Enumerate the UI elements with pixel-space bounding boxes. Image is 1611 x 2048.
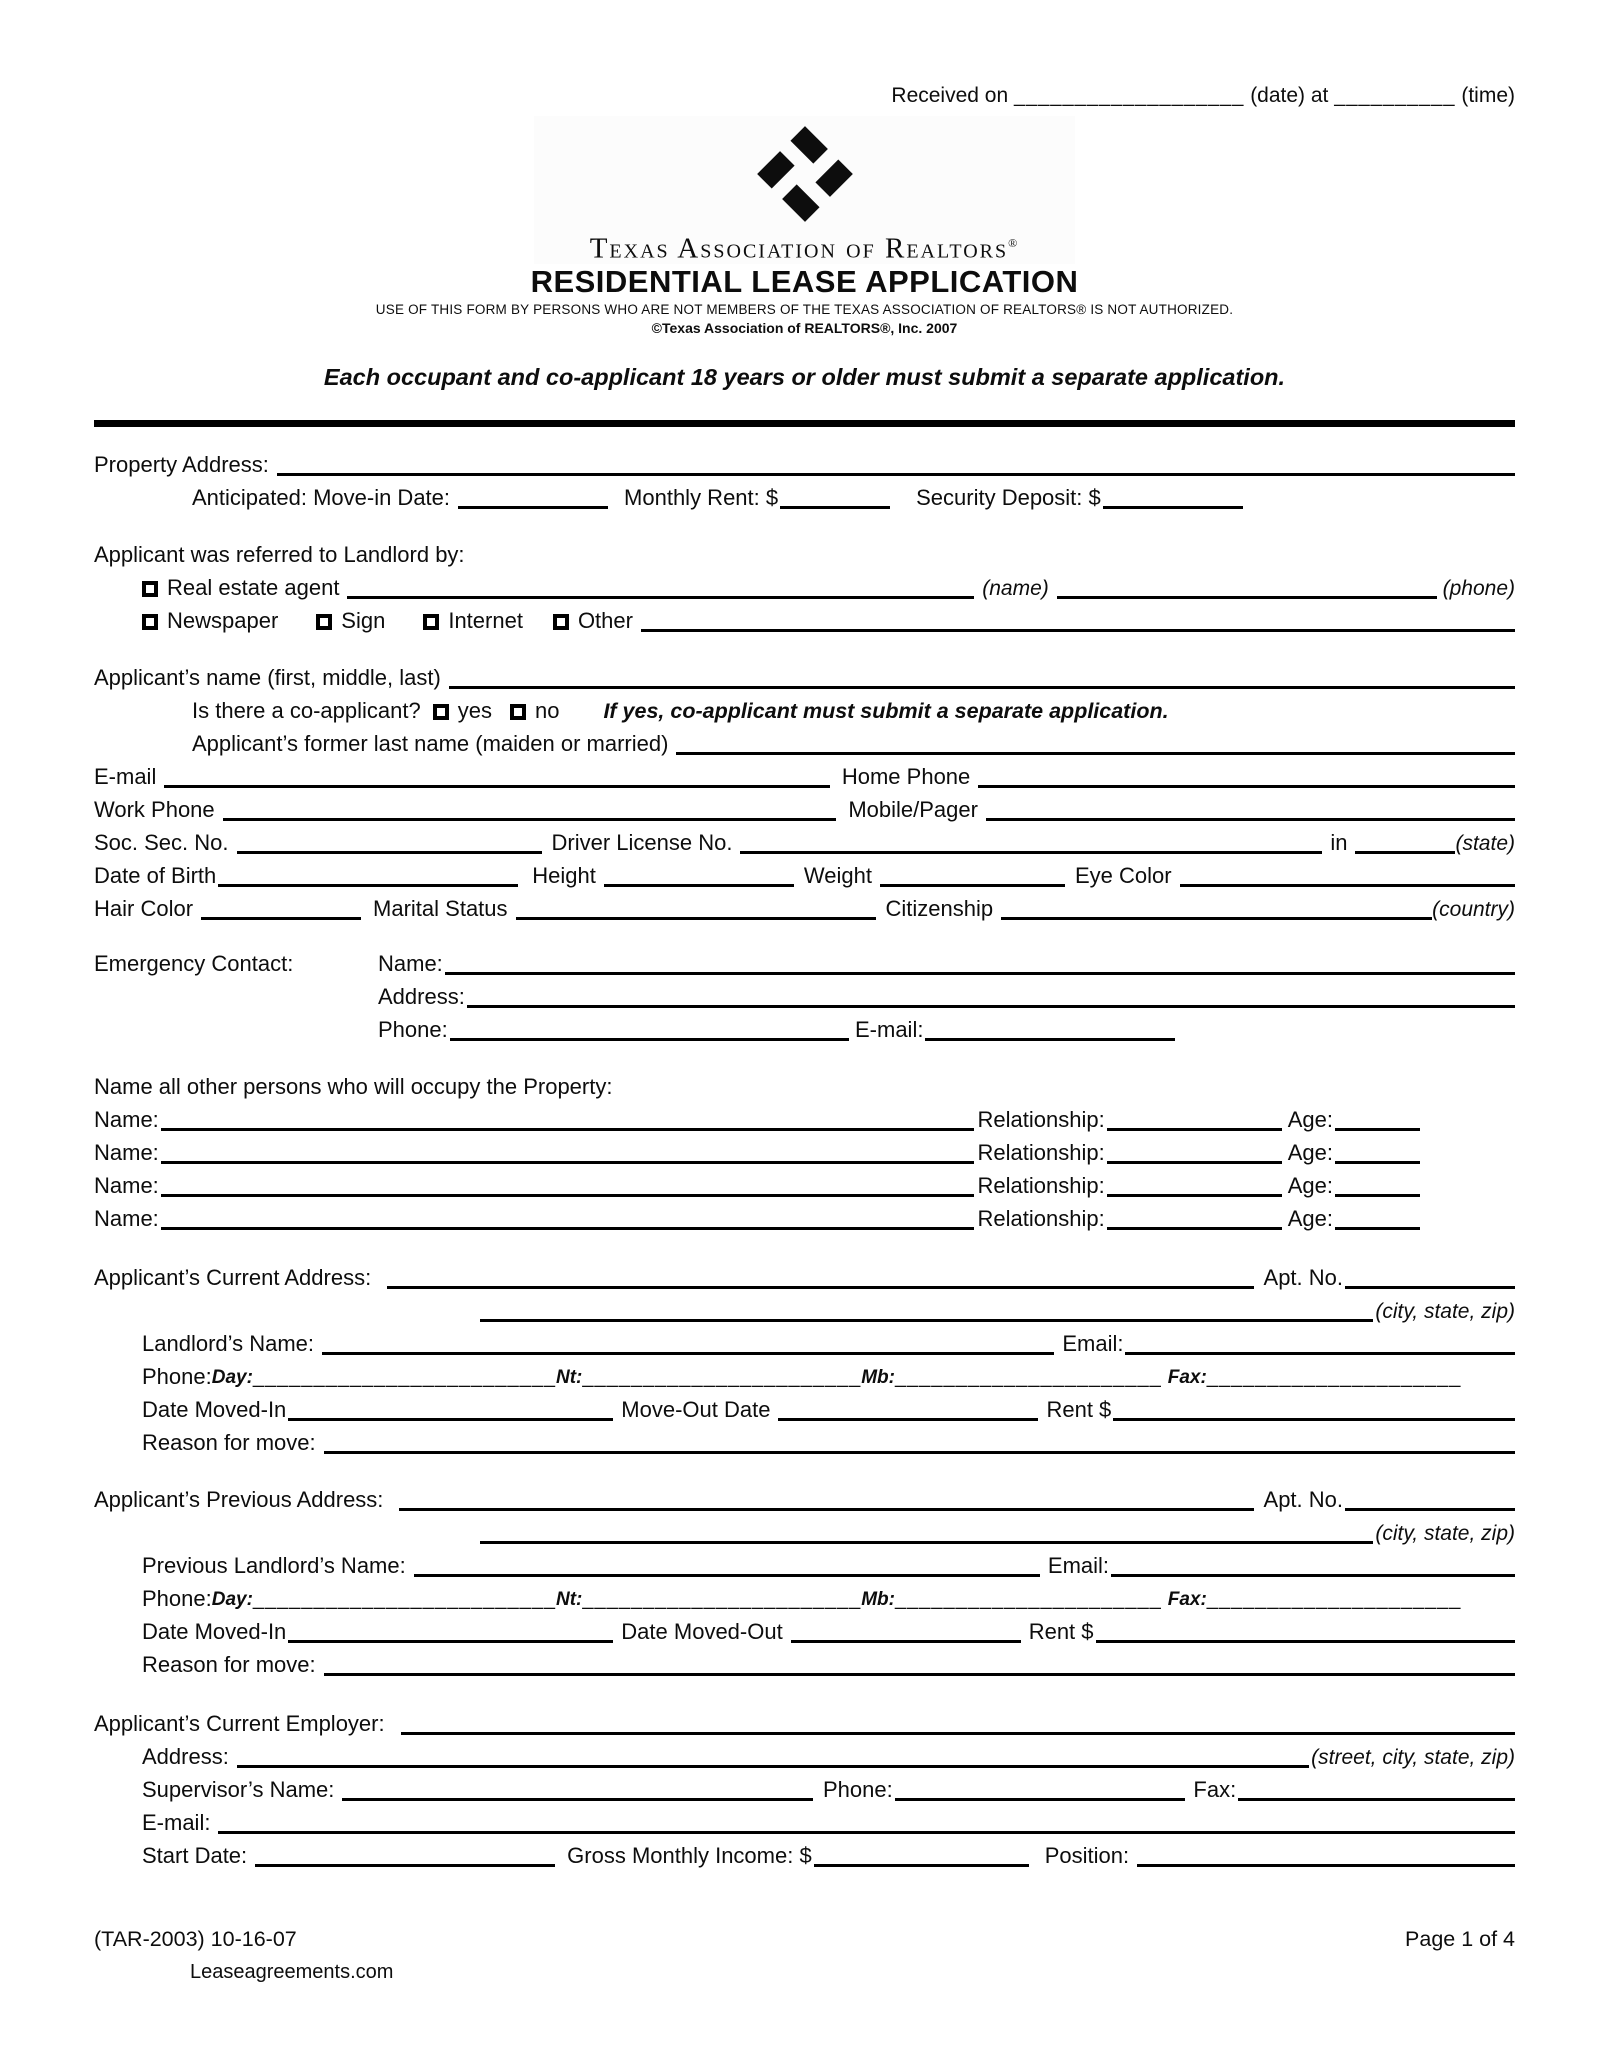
emergency-address-label: Address:: [378, 984, 465, 1009]
checkbox-other[interactable]: [553, 614, 569, 630]
eye-color-label: Eye Color: [1074, 863, 1172, 888]
previous-rent-field[interactable]: [1096, 1632, 1515, 1643]
country-hint: (country): [1432, 898, 1515, 921]
previous-email-label: Email:: [1047, 1553, 1110, 1578]
ssn-license-row: [94, 825, 1515, 858]
previous-nt-label: Nt:: [556, 1589, 583, 1610]
weight-field[interactable]: [880, 876, 1065, 887]
current-landlord-field[interactable]: [322, 1344, 1054, 1355]
brand-text: Texas Association of Realtors: [589, 232, 1009, 265]
tar-diamond-logo-icon: [753, 122, 857, 226]
hair-color-field[interactable]: [201, 909, 361, 920]
referral-agent-row: [94, 570, 1515, 603]
other-field[interactable]: [641, 621, 1515, 632]
page-number: Page 1 of 4: [1405, 1927, 1515, 1951]
occupant-row: [94, 1102, 1420, 1135]
previous-mb-label: Mb:: [861, 1589, 895, 1610]
current-landlord-row: [94, 1326, 1515, 1359]
name-hint: (name): [982, 577, 1049, 600]
dob-field[interactable]: [218, 876, 518, 887]
current-moved-in-label: Date Moved-In: [142, 1397, 287, 1422]
occupant-relationship-field[interactable]: [1107, 1120, 1282, 1131]
previous-phone-row: [94, 1581, 1515, 1614]
security-deposit-label: Security Deposit: $: [916, 485, 1101, 510]
home-phone-label: Home Phone: [841, 764, 971, 789]
current-mb-label: Mb:: [861, 1367, 895, 1388]
marital-status-field[interactable]: [516, 909, 876, 920]
emergency-address-row: [94, 979, 1515, 1012]
employer-address-label: Address:: [142, 1744, 229, 1769]
current-csz-row: [94, 1293, 1515, 1326]
driver-license-label: Driver License No.: [551, 830, 733, 855]
state-hint: (state): [1455, 832, 1515, 855]
co-applicant-question: Is there a co-applicant?: [192, 698, 421, 723]
citizenship-label: Citizenship: [885, 896, 994, 921]
received-date-label: (date) at: [1250, 84, 1329, 107]
current-fax-label: Fax:: [1167, 1367, 1207, 1388]
home-phone-field[interactable]: [978, 777, 1515, 788]
previous-reason-label: Reason for move:: [142, 1652, 316, 1677]
no-label: no: [534, 698, 560, 723]
security-deposit-field[interactable]: [1103, 498, 1243, 509]
height-field[interactable]: [604, 876, 794, 887]
employer-heading-row: [94, 1706, 1515, 1739]
current-dates-row: [94, 1392, 1515, 1425]
received-time-label: (time): [1461, 84, 1515, 107]
site-watermark: Leaseagreements.com: [190, 1961, 394, 1983]
dob-physical-row: [94, 858, 1515, 891]
emergency-phone-row: [94, 1012, 1175, 1045]
current-move-out-field[interactable]: [778, 1410, 1038, 1421]
checkbox-coapplicant-no[interactable]: [510, 704, 526, 720]
employer-email-field[interactable]: [218, 1823, 1515, 1834]
employer-heading: Applicant’s Current Employer:: [94, 1711, 385, 1736]
start-date-label: Start Date:: [142, 1843, 248, 1868]
previous-csz-row: [94, 1515, 1515, 1548]
employer-email-row: [94, 1805, 1515, 1838]
current-address-heading: Applicant’s Current Address:: [94, 1265, 372, 1290]
current-csz-hint: (city, state, zip): [1375, 1300, 1515, 1323]
employer-address-row: [94, 1739, 1515, 1772]
co-applicant-row: [94, 693, 1515, 726]
previous-moved-in-label: Date Moved-In: [142, 1619, 287, 1644]
occupant-age-field[interactable]: [1335, 1186, 1420, 1197]
applicant-name-label: Applicant’s name (first, middle, last): [94, 665, 441, 690]
employer-phone-label: Phone:: [822, 1777, 893, 1802]
move-in-date-field[interactable]: [458, 498, 608, 509]
current-day-label: Day:: [211, 1367, 253, 1388]
yes-label: yes: [457, 698, 492, 723]
work-mobile-row: [94, 792, 1515, 825]
marital-status-label: Marital Status: [373, 896, 508, 921]
former-name-field[interactable]: [676, 744, 1515, 755]
co-applicant-note: If yes, co-applicant must submit a separate application.: [603, 699, 1169, 723]
previous-night-phone-field[interactable]: _______________________: [582, 1588, 862, 1610]
spacer: [94, 636, 1515, 660]
spacer: [94, 1680, 1515, 1706]
real-estate-agent-label: Real estate agent: [167, 575, 340, 600]
in-label: in: [1330, 830, 1348, 855]
position-label: Position:: [1044, 1843, 1130, 1868]
copyright-line: ©Texas Association of REALTORS®, Inc. 2007: [651, 320, 958, 336]
license-state-field[interactable]: [1355, 843, 1455, 854]
occupant-row: [94, 1201, 1420, 1234]
employer-phone-field[interactable]: [895, 1790, 1186, 1801]
weight-label: Weight: [803, 863, 872, 888]
emergency-name-field[interactable]: [445, 964, 1515, 975]
occupant-age-label: Age:: [1287, 1140, 1333, 1165]
former-name-row: [94, 726, 1515, 759]
email-field[interactable]: [164, 777, 830, 788]
previous-fax-field[interactable]: _____________________: [1206, 1588, 1462, 1610]
occupant-name-label: Name:: [94, 1206, 159, 1231]
email-home-phone-row: [94, 759, 1515, 792]
emergency-name-row: [94, 946, 1515, 979]
occupant-name-label: Name:: [94, 1173, 159, 1198]
employer-start-row: [94, 1838, 1515, 1871]
current-move-out-label: Move-Out Date: [621, 1397, 771, 1422]
employer-fax-field[interactable]: [1238, 1790, 1515, 1801]
previous-address-heading: Applicant’s Previous Address:: [94, 1487, 384, 1512]
previous-moved-in-field[interactable]: [288, 1632, 613, 1643]
spacer: [94, 924, 1515, 946]
hair-color-label: Hair Color: [94, 896, 194, 921]
supervisor-name-field[interactable]: [342, 1790, 813, 1801]
emergency-email-label: E-mail:: [855, 1017, 924, 1042]
occupant-row: [94, 1168, 1420, 1201]
dob-label: Date of Birth: [94, 863, 217, 888]
current-apt-label: Apt. No.: [1263, 1265, 1343, 1290]
position-field[interactable]: [1137, 1856, 1515, 1867]
property-address-field[interactable]: [277, 465, 1515, 476]
employer-fax-label: Fax:: [1193, 1777, 1237, 1802]
current-apt-field[interactable]: [1345, 1278, 1515, 1289]
eye-color-field[interactable]: [1180, 876, 1515, 887]
gross-income-field[interactable]: [814, 1856, 1029, 1867]
previous-fax-label: Fax:: [1167, 1589, 1207, 1610]
previous-apt-label: Apt. No.: [1263, 1487, 1343, 1512]
referral-sources-row: [94, 603, 1515, 636]
previous-address-heading-row: [94, 1482, 1515, 1515]
current-csz-field[interactable]: [480, 1311, 1373, 1322]
employer-scsz-hint: (street, city, state, zip): [1311, 1746, 1515, 1769]
occupant-relationship-label: Relationship:: [977, 1107, 1105, 1132]
current-address-heading-row: [94, 1260, 1515, 1293]
spacer: [94, 513, 1515, 537]
occupant-relationship-label: Relationship:: [977, 1173, 1105, 1198]
anticipated-row: [94, 480, 1515, 513]
current-night-phone-field[interactable]: _______________________: [582, 1366, 862, 1388]
occupant-name-label: Name:: [94, 1140, 159, 1165]
occupant-age-label: Age:: [1287, 1173, 1333, 1198]
mobile-pager-label: Mobile/Pager: [848, 797, 978, 822]
occupant-age-label: Age:: [1287, 1206, 1333, 1231]
current-phone-label: Phone:: [142, 1364, 212, 1389]
property-address-row: [94, 447, 1515, 480]
previous-mobile-phone-field[interactable]: ______________________: [895, 1588, 1162, 1610]
spacer: [94, 1045, 1515, 1069]
form-title: RESIDENTIAL LEASE APPLICATION: [530, 264, 1079, 299]
previous-landlord-field[interactable]: [414, 1566, 1040, 1577]
ssn-label: Soc. Sec. No.: [94, 830, 229, 855]
received-prefix: Received on: [891, 84, 1009, 107]
referral-heading-row: [94, 537, 1515, 570]
supervisor-label: Supervisor’s Name:: [142, 1777, 335, 1802]
occupant-name-field[interactable]: [161, 1186, 974, 1197]
form-body: [94, 447, 1515, 1871]
current-email-label: Email:: [1062, 1331, 1124, 1356]
monthly-rent-label: Monthly Rent: $: [624, 485, 779, 510]
occupants-heading: Name all other persons who will occupy the Property:: [94, 1074, 613, 1099]
checkbox-coapplicant-yes[interactable]: [433, 704, 449, 720]
previous-dates-row: [94, 1614, 1515, 1647]
other-label: Other: [577, 608, 633, 633]
citizenship-field[interactable]: [1001, 909, 1432, 920]
emergency-name-label: Name:: [378, 951, 443, 976]
employer-address-field[interactable]: [237, 1757, 1309, 1768]
referral-heading: Applicant was referred to Landlord by:: [94, 542, 465, 567]
occupant-age-label: Age:: [1287, 1107, 1333, 1132]
occupant-name-field[interactable]: [161, 1153, 974, 1164]
current-moved-in-field[interactable]: [288, 1410, 613, 1421]
occupant-relationship-label: Relationship:: [977, 1206, 1105, 1231]
header: [94, 116, 1515, 340]
occupant-name-field[interactable]: [161, 1219, 974, 1230]
current-fax-field[interactable]: _____________________: [1206, 1366, 1462, 1388]
spacer: [94, 1234, 1515, 1260]
divider-rule: [94, 420, 1515, 427]
previous-apt-field[interactable]: [1345, 1500, 1515, 1511]
previous-csz-field[interactable]: [480, 1533, 1373, 1544]
occupant-notice: Each occupant and co-applicant 18 years or older must submit a separate application.: [323, 364, 1286, 390]
previous-landlord-email-field[interactable]: [1111, 1566, 1515, 1577]
occupant-name-label: Name:: [94, 1107, 159, 1132]
anticipated-label: Anticipated: Move-in Date:: [192, 485, 451, 510]
current-phone-row: [94, 1359, 1515, 1392]
previous-moved-out-field[interactable]: [791, 1632, 1021, 1643]
received-date-field[interactable]: ___________________: [1014, 85, 1245, 107]
employer-name-field[interactable]: [401, 1724, 1515, 1735]
logo-box: [534, 116, 1076, 264]
occupant-row: [94, 1135, 1420, 1168]
emergency-email-field[interactable]: [925, 1030, 1175, 1041]
current-reason-label: Reason for move:: [142, 1430, 316, 1455]
emergency-address-field[interactable]: [467, 997, 1515, 1008]
form-subtitle: USE OF THIS FORM BY PERSONS WHO ARE NOT MEMBERS OF THE TEXAS ASSOCIATION OF REALTORS® IS NOT AUTHORIZED.: [375, 302, 1234, 317]
received-line: [94, 84, 1515, 110]
previous-day-phone-field[interactable]: _________________________: [252, 1588, 556, 1610]
occupant-relationship-field[interactable]: [1107, 1153, 1282, 1164]
height-label: Height: [532, 863, 596, 888]
mobile-pager-field[interactable]: [986, 810, 1515, 821]
gross-income-label: Gross Monthly Income: $: [567, 1843, 812, 1868]
work-phone-label: Work Phone: [94, 797, 215, 822]
previous-csz-hint: (city, state, zip): [1375, 1522, 1515, 1545]
current-rent-field[interactable]: [1113, 1410, 1515, 1421]
registered-mark: ®: [1008, 236, 1020, 250]
previous-reason-row: [94, 1647, 1515, 1680]
current-mobile-phone-field[interactable]: ______________________: [895, 1366, 1162, 1388]
current-address-field[interactable]: [387, 1278, 1253, 1289]
occupant-relationship-label: Relationship:: [977, 1140, 1105, 1165]
previous-day-label: Day:: [211, 1589, 253, 1610]
emergency-heading: Emergency Contact:: [94, 951, 294, 976]
employer-email-label: E-mail:: [142, 1810, 211, 1835]
current-day-phone-field[interactable]: _________________________: [252, 1366, 556, 1388]
driver-license-field[interactable]: [740, 843, 1322, 854]
brand-name: [589, 226, 1020, 265]
occupant-relationship-field[interactable]: [1107, 1186, 1282, 1197]
start-date-field[interactable]: [255, 1856, 555, 1867]
previous-landlord-label: Previous Landlord’s Name:: [142, 1553, 406, 1578]
applicant-name-field[interactable]: [449, 678, 1515, 689]
sign-label: Sign: [341, 608, 386, 633]
current-landlord-label: Landlord’s Name:: [142, 1331, 315, 1356]
occupant-age-field[interactable]: [1335, 1120, 1420, 1131]
internet-label: Internet: [448, 608, 523, 633]
email-label: E-mail: [94, 764, 157, 789]
checkbox-real-estate-agent[interactable]: [142, 581, 158, 597]
checkbox-sign[interactable]: [316, 614, 332, 630]
previous-reason-field[interactable]: [324, 1665, 1515, 1676]
work-phone-field[interactable]: [223, 810, 837, 821]
applicant-name-row: [94, 660, 1515, 693]
emergency-phone-field[interactable]: [450, 1030, 849, 1041]
ssn-field[interactable]: [237, 843, 542, 854]
emergency-phone-label: Phone:: [378, 1017, 448, 1042]
form-id: (TAR-2003) 10-16-07: [94, 1927, 297, 1951]
checkbox-internet[interactable]: [423, 614, 439, 630]
monthly-rent-field[interactable]: [780, 498, 890, 509]
property-address-label: Property Address:: [94, 452, 269, 477]
phone-hint: (phone): [1442, 577, 1515, 600]
current-nt-label: Nt:: [556, 1367, 583, 1388]
previous-rent-label: Rent $: [1028, 1619, 1094, 1644]
hair-marital-row: [94, 891, 1515, 924]
agent-name-field[interactable]: [347, 588, 974, 599]
previous-landlord-row: [94, 1548, 1515, 1581]
newspaper-label: Newspaper: [167, 608, 279, 633]
previous-address-field[interactable]: [399, 1500, 1253, 1511]
occupant-age-field[interactable]: [1335, 1219, 1420, 1230]
current-landlord-email-field[interactable]: [1125, 1344, 1515, 1355]
previous-moved-out-label: Date Moved-Out: [621, 1619, 783, 1644]
previous-phone-label: Phone:: [142, 1586, 212, 1611]
checkbox-newspaper[interactable]: [142, 614, 158, 630]
current-reason-row: [94, 1425, 1515, 1458]
former-name-label: Applicant’s former last name (maiden or married): [192, 731, 669, 756]
occupants-heading-row: [94, 1069, 1515, 1102]
received-time-field[interactable]: __________: [1334, 85, 1456, 107]
footer: [94, 1927, 1515, 1952]
employer-supervisor-row: [94, 1772, 1515, 1805]
occupant-relationship-field[interactable]: [1107, 1219, 1282, 1230]
current-rent-label: Rent $: [1046, 1397, 1112, 1422]
spacer: [94, 1458, 1515, 1482]
occupant-age-field[interactable]: [1335, 1153, 1420, 1164]
current-reason-field[interactable]: [324, 1443, 1515, 1454]
occupant-name-field[interactable]: [161, 1120, 974, 1131]
agent-phone-field[interactable]: [1057, 588, 1437, 599]
